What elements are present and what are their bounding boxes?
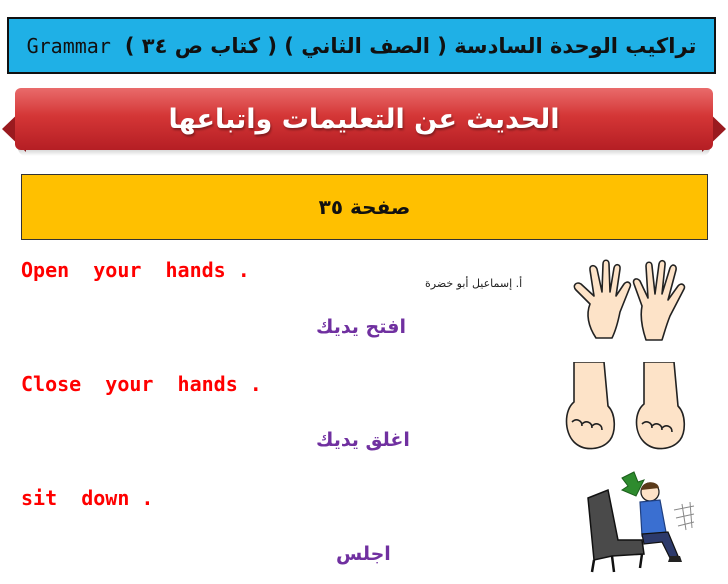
instruction-english-2: Close your hands .: [21, 372, 262, 396]
instruction-arabic-3: اجلس: [336, 543, 391, 565]
header-title-arabic: تراكيب الوحدة السادسة ( الصف الثاني ) ( كتاب ص ٣٤ ): [124, 33, 697, 58]
closed-fists-icon: [560, 362, 692, 454]
title-banner: [0, 84, 728, 162]
instruction-arabic-2: اغلق يديك: [316, 429, 410, 451]
open-hands-icon: [566, 256, 692, 346]
author-name: أ. إسماعيل أبو خضرة: [425, 277, 523, 290]
instruction-english-1: Open your hands .: [21, 258, 250, 282]
header-title-english: Grammar: [26, 33, 111, 58]
banner-title: الحديث عن التعليمات واتباعها: [15, 88, 713, 150]
header-bar: [7, 17, 716, 74]
instruction-english-3: sit down .: [21, 486, 154, 510]
page-number-box: صفحة ٣٥: [21, 174, 708, 240]
instruction-arabic-1: افتح يديك: [316, 316, 406, 338]
boy-sitting-icon: [582, 470, 696, 574]
